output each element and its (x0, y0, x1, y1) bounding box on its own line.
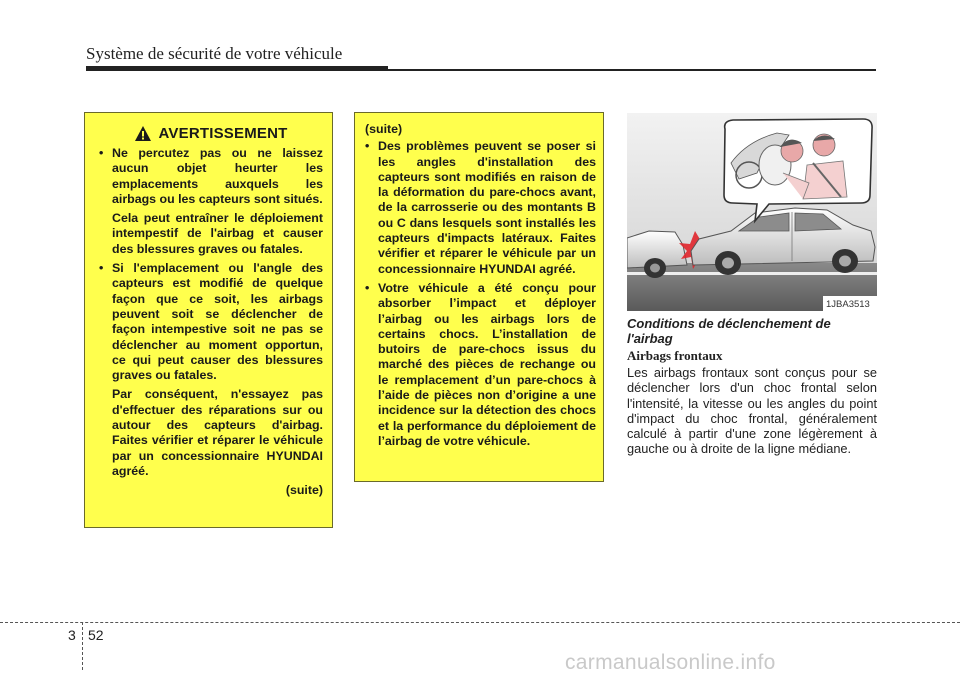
warning-box-1 (84, 112, 333, 528)
warning-bullet-3-text: Des problèmes peuvent se poser si les angles d'installation des capteurs sont modifiés en raison de la déformation du pare-chocs avant, de la carrosserie ou des montants B ou C dans lesquels sont installés les capteurs d'impacts latéraux. Faites vérifier et réparer le véhicule par un concessionnaire HYUNDAI agréé. (378, 139, 596, 276)
watermark: carmanualsonline.info (565, 651, 776, 674)
warning-bullet-4-text: Votre véhicule a été conçu pour absorber l’impact et déployer l’airbag ou les airbags lors de certains chocs. L’installation de butoirs de pare-chocs issus du marché des pièces de rechange ou le remplacement d’un pare-chocs à l’aide de pièces non d’origine a une incidence sur la détection des chocs et la performance du déploiement de l’airbag de votre véhicule. (378, 280, 596, 448)
footer-vertical-divider (82, 622, 83, 670)
section-label: Airbags frontaux (627, 348, 723, 363)
page-header-title: Système de sécurité de votre véhicule (86, 44, 343, 63)
warning-bullet-3: • Des problèmes peuvent se poser si les angles d'installation des capteurs sont modifiés en raison de la déformation du pare-chocs avant, de la carrosserie ou des montants B ou C dans lesquels sont installés les capteurs d'impacts latéraux. Faites vérifier et réparer le véhicule par un concessionnaire HYUNDAI agréé. (365, 139, 596, 276)
continued-label: (suite) (285, 483, 323, 498)
footer-divider (0, 622, 960, 623)
warning-box-2 (354, 112, 604, 482)
page-number: 52 (88, 627, 104, 643)
section-subheading: Conditions de déclenchement de l'airbag (627, 316, 831, 346)
warning-bullet-1-paragraph: Cela peut entraîner le déploiement intempestif de l'airbag et causer des blessures graves ou fatales. (112, 211, 323, 256)
warning-bullet-4: • Votre véhicule a été conçu pour absorber l’impact et déployer l’airbag ou les airbags lors de certains chocs. L’installation de butoirs de pare-chocs issus du marché des pièces de rechange ou le remplacement d’un pare-chocs à l’aide de pièces non d’origine a une incidence sur la détection des chocs et la performance du déploiement de l’airbag de votre véhicule. (365, 280, 596, 448)
warning-bullet-2: • Si l'emplacement ou l'angle des capteurs est modifié de quelque façon que ce soit, les airbags peuvent soit se déclencher de façon intempestive soit ne pas se déclencher au moment opportun, ce qui peut causer des blessures graves ou fatales. (99, 261, 323, 383)
warning-bullet-1-text: Ne percutez pas ou ne laissez aucun objet heurter les emplacements auxquels les airbags ou les capteurs sont situés. (112, 146, 323, 206)
frontal-collision-illustration (627, 113, 877, 311)
warning-triangle-icon (134, 125, 152, 142)
chapter-number: 3 (68, 627, 76, 643)
section-body: Les airbags frontaux sont conçus pour se déclencher lors d'un choc frontal selon l'intensité, la vitesse ou les angles du point d'impact du choc frontal, généralement calculé à partir d'une zone légèrement à gauche ou à droite de la ligne médiane. (627, 365, 877, 457)
header-rule-thin (388, 69, 876, 71)
header-rule-thick (86, 66, 388, 71)
warning-bullet-2-text: Si l'emplacement ou l'angle des capteurs est modifié de quelque façon que ce soit, les airbags peuvent soit se déclencher de façon intempestive soit ne pas se déclencher au moment opportun, ce qui peut causer des blessures graves ou fatales. (112, 261, 323, 383)
car-crash-airbag-image (627, 113, 877, 311)
warning-heading (99, 125, 323, 142)
continued-label: (suite) (365, 122, 403, 136)
warning-title: AVERTISSEMENT (158, 124, 288, 142)
warning-bullet-2-paragraph: Par conséquent, n'essayez pas d'effectuer des réparations sur ou autour des capteurs d'airbag. Faites vérifier et réparer le véhicule par un concessionnaire HYUNDAI agréé. (112, 387, 323, 478)
illustration-code: 1JBA3513 (826, 299, 870, 310)
warning-bullet-1: • Ne percutez pas ou ne laissez aucun objet heurter les emplacements auxquels les airbags ou les capteurs sont situés. (99, 146, 323, 206)
